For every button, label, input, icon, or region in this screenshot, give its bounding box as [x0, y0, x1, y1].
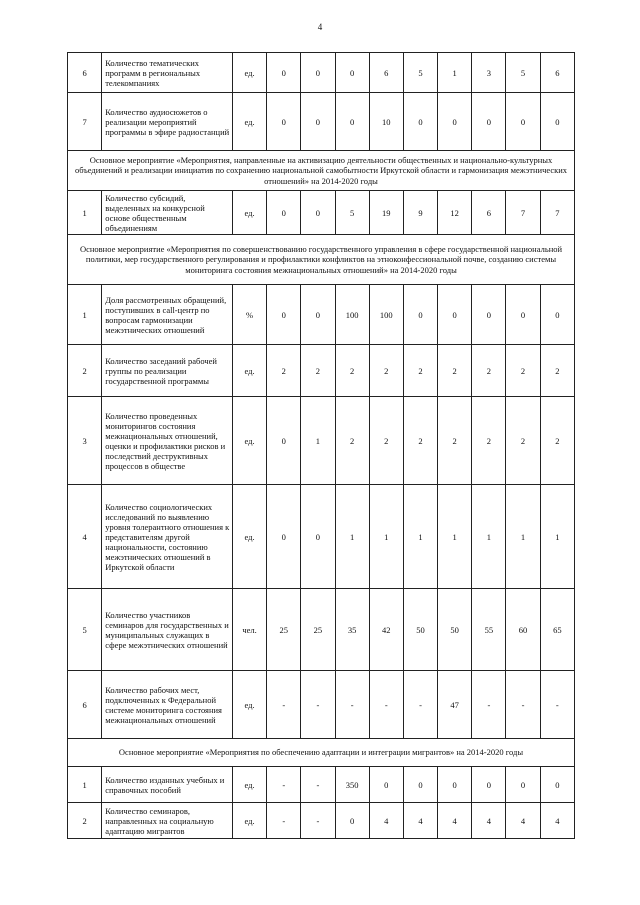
value-cell: 0	[506, 767, 540, 803]
table-row	[68, 93, 575, 151]
unit-cell: ед.	[232, 345, 266, 397]
indicator-name-cell: Количество заседаний рабочей группы по реализации государственной программы	[102, 345, 233, 397]
row-number-cell: 5	[68, 589, 102, 671]
value-cell: 55	[472, 589, 506, 671]
value-cell: 2	[369, 397, 403, 485]
row-number-cell: 4	[68, 485, 102, 589]
value-cell: -	[267, 803, 301, 839]
value-cell: 42	[369, 589, 403, 671]
value-cell: 0	[301, 485, 335, 589]
value-cell: -	[540, 671, 574, 739]
value-cell: 2	[540, 345, 574, 397]
value-cell: 5	[506, 53, 540, 93]
section-title: Основное мероприятие «Мероприятия по совершенствованию государственного управления в сфере государственной национальной политики, мер государственного регулирования и профилактики конфликтов на этноконфессиональной почве, созданию системы мониторинга состояния межнациональных отношений» на 2014-2020 годы	[68, 235, 575, 285]
value-cell: -	[301, 671, 335, 739]
indicator-name-cell: Количество тематических программ в региональных телекомпаниях	[102, 53, 233, 93]
value-cell: 2	[369, 345, 403, 397]
value-cell: 60	[506, 589, 540, 671]
value-cell: 4	[540, 803, 574, 839]
value-cell: 47	[438, 671, 472, 739]
value-cell: 7	[506, 191, 540, 235]
value-cell: 0	[267, 485, 301, 589]
value-cell: 0	[403, 285, 437, 345]
value-cell: 4	[403, 803, 437, 839]
page-number: 4	[317, 22, 323, 32]
value-cell: 2	[506, 397, 540, 485]
value-cell: 1	[506, 485, 540, 589]
indicator-name-cell: Количество субсидий, выделенных на конкурсной основе общественным объединениям	[102, 191, 233, 235]
value-cell: 1	[438, 53, 472, 93]
table-row	[68, 397, 575, 485]
value-cell: -	[301, 767, 335, 803]
value-cell: 2	[472, 397, 506, 485]
value-cell: 1	[403, 485, 437, 589]
row-number-cell: 2	[68, 803, 102, 839]
value-cell: 6	[369, 53, 403, 93]
section-title: Основное мероприятие «Мероприятия по обеспечению адаптации и интеграции мигрантов» на 2014-2020 годы	[68, 739, 575, 767]
section-header-row	[68, 739, 575, 767]
value-cell: 10	[369, 93, 403, 151]
value-cell: 100	[369, 285, 403, 345]
value-cell: 1	[540, 485, 574, 589]
value-cell: -	[267, 671, 301, 739]
value-cell: 4	[506, 803, 540, 839]
row-number-cell: 1	[68, 285, 102, 345]
value-cell: 0	[267, 93, 301, 151]
value-cell: 0	[540, 285, 574, 345]
value-cell: 0	[335, 53, 369, 93]
value-cell: 0	[540, 767, 574, 803]
value-cell: -	[403, 671, 437, 739]
row-number-cell: 1	[68, 767, 102, 803]
row-number-cell: 6	[68, 53, 102, 93]
value-cell: -	[335, 671, 369, 739]
value-cell: 1	[438, 485, 472, 589]
value-cell: 0	[267, 191, 301, 235]
value-cell: 0	[403, 767, 437, 803]
section-title: Основное мероприятие «Мероприятия, направленные на активизацию деятельности общественных и национально-культурных объединений и реализации инициатив по сохранению национальной самобытности Иркутской области и гармонизация межэтнических отношений» на 2014-2020 годы	[68, 151, 575, 191]
table-row	[68, 53, 575, 93]
value-cell: -	[472, 671, 506, 739]
value-cell: 50	[403, 589, 437, 671]
value-cell: 2	[438, 345, 472, 397]
indicator-name-cell: Количество социологических исследований по выявлению уровня толерантного отношения к представителям другой национальности, состоянию межэтнических отношений в Иркутской области	[102, 485, 233, 589]
value-cell: 2	[472, 345, 506, 397]
value-cell: 6	[540, 53, 574, 93]
unit-cell: ед.	[232, 191, 266, 235]
value-cell: -	[301, 803, 335, 839]
unit-cell: ед.	[232, 803, 266, 839]
value-cell: -	[369, 671, 403, 739]
value-cell: 4	[438, 803, 472, 839]
value-cell: 19	[369, 191, 403, 235]
value-cell: 5	[403, 53, 437, 93]
value-cell: 0	[267, 53, 301, 93]
table-row	[68, 767, 575, 803]
value-cell: 0	[438, 93, 472, 151]
unit-cell: ед.	[232, 397, 266, 485]
value-cell: 2	[540, 397, 574, 485]
value-cell: 12	[438, 191, 472, 235]
value-cell: -	[506, 671, 540, 739]
value-cell: 9	[403, 191, 437, 235]
table-row	[68, 589, 575, 671]
row-number-cell: 1	[68, 191, 102, 235]
unit-cell: чел.	[232, 589, 266, 671]
value-cell: 2	[506, 345, 540, 397]
value-cell: -	[267, 767, 301, 803]
indicators-table	[67, 52, 575, 839]
value-cell: 1	[335, 485, 369, 589]
value-cell: 7	[540, 191, 574, 235]
unit-cell: %	[232, 285, 266, 345]
value-cell: 1	[301, 397, 335, 485]
section-header-row	[68, 151, 575, 191]
value-cell: 2	[335, 397, 369, 485]
section-header-row	[68, 235, 575, 285]
indicator-name-cell: Количество семинаров, направленных на социальную адаптацию мигрантов	[102, 803, 233, 839]
unit-cell: ед.	[232, 53, 266, 93]
indicator-name-cell: Количество аудиосюжетов о реализации мероприятий программы в эфире радиостанций	[102, 93, 233, 151]
value-cell: 350	[335, 767, 369, 803]
value-cell: 2	[301, 345, 335, 397]
value-cell: 0	[438, 285, 472, 345]
row-number-cell: 3	[68, 397, 102, 485]
value-cell: 0	[301, 93, 335, 151]
value-cell: 1	[472, 485, 506, 589]
value-cell: 35	[335, 589, 369, 671]
value-cell: 0	[301, 191, 335, 235]
table-row	[68, 803, 575, 839]
table-row	[68, 485, 575, 589]
table-row	[68, 345, 575, 397]
indicator-name-cell: Доля рассмотренных обращений, поступивших в call-центр по вопросам гармонизации межэтнических отношений	[102, 285, 233, 345]
value-cell: 1	[369, 485, 403, 589]
value-cell: 3	[472, 53, 506, 93]
value-cell: 0	[472, 93, 506, 151]
table-row	[68, 191, 575, 235]
value-cell: 0	[438, 767, 472, 803]
value-cell: 0	[301, 285, 335, 345]
unit-cell: ед.	[232, 93, 266, 151]
table-row	[68, 285, 575, 345]
value-cell: 25	[267, 589, 301, 671]
value-cell: 4	[369, 803, 403, 839]
value-cell: 0	[472, 285, 506, 345]
table-row	[68, 671, 575, 739]
value-cell: 25	[301, 589, 335, 671]
row-number-cell: 2	[68, 345, 102, 397]
value-cell: 0	[472, 767, 506, 803]
value-cell: 0	[540, 93, 574, 151]
value-cell: 2	[438, 397, 472, 485]
value-cell: 0	[301, 53, 335, 93]
value-cell: 2	[403, 345, 437, 397]
row-number-cell: 7	[68, 93, 102, 151]
value-cell: 0	[506, 93, 540, 151]
unit-cell: ед.	[232, 671, 266, 739]
value-cell: 5	[335, 191, 369, 235]
value-cell: 6	[472, 191, 506, 235]
indicator-name-cell: Количество изданных учебных и справочных пособий	[102, 767, 233, 803]
value-cell: 2	[335, 345, 369, 397]
value-cell: 0	[335, 803, 369, 839]
value-cell: 0	[267, 397, 301, 485]
value-cell: 100	[335, 285, 369, 345]
value-cell: 2	[403, 397, 437, 485]
value-cell: 4	[472, 803, 506, 839]
row-number-cell: 6	[68, 671, 102, 739]
value-cell: 0	[403, 93, 437, 151]
indicator-name-cell: Количество проведенных мониторингов состояния межнациональных отношений, оценки и профилактики рисков и последствий деструктивных процессов в обществе	[102, 397, 233, 485]
value-cell: 0	[506, 285, 540, 345]
unit-cell: ед.	[232, 485, 266, 589]
indicator-name-cell: Количество рабочих мест, подключенных к Федеральной системе мониторинга состояния межнациональных отношений	[102, 671, 233, 739]
value-cell: 0	[335, 93, 369, 151]
value-cell: 65	[540, 589, 574, 671]
value-cell: 0	[369, 767, 403, 803]
unit-cell: ед.	[232, 767, 266, 803]
indicator-name-cell: Количество участников семинаров для государственных и муниципальных служащих в сфере межэтнических отношений	[102, 589, 233, 671]
value-cell: 2	[267, 345, 301, 397]
value-cell: 50	[438, 589, 472, 671]
value-cell: 0	[267, 285, 301, 345]
